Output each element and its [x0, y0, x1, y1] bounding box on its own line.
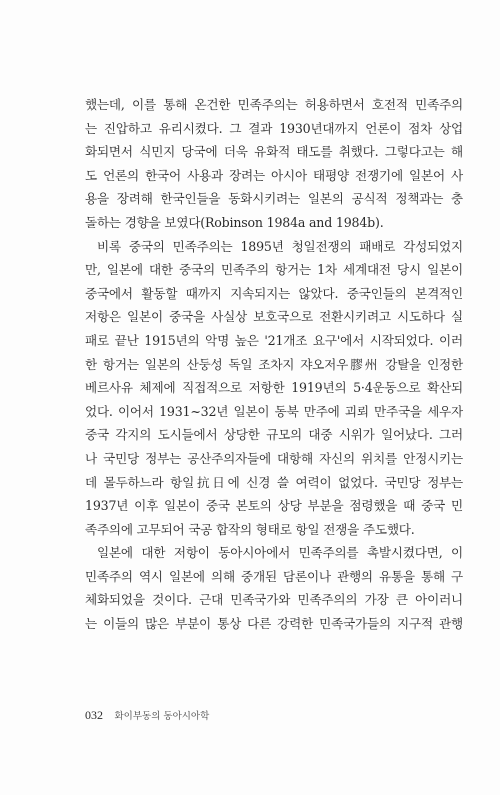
text-line: 패로 끝난 1915년의 악명 높은 '21개조 요구'에서 시작되었다. 이러: [85, 332, 463, 348]
text-line: 돌하는 경향을 보였다(Robinson 1984a and 1984b).: [85, 214, 384, 230]
body-text: [85, 93, 463, 636]
text-line: 었다. 이어서 1931~32년 일본이 동북 만주에 괴뢰 만주국을 세우자: [85, 403, 463, 419]
paragraph-start-line: 비록 중국의 민족주의는 1895년 청일전쟁의 패배로 각성되었지: [97, 238, 463, 254]
text-line: 용을 장려해 한국인들을 동화시키려는 일본의 공식적 정책과는 충: [85, 191, 463, 207]
text-line: 민족주의 역시 일본에 의해 중개된 담론이나 관행의 유통을 통해 구: [85, 568, 463, 584]
text-line: 화되면서 식민지 당국에 더욱 유화적 태도를 취했다. 그렇다고는 해: [85, 144, 463, 160]
text-line: 중국 각지의 도시들에서 상당한 규모의 대중 시위가 일어났다. 그러: [85, 427, 463, 443]
text-line: 족주의에 고무되어 국공 합작의 형태로 항일 전쟁을 주도했다.: [85, 521, 415, 537]
paragraph-start-line: 일본에 대한 저항이 동아시아에서 민족주의를 촉발시켰다면, 이: [97, 545, 463, 561]
text-line: 중국에서 활동할 때까지 지속되지는 않았다. 중국인들의 본격적인: [85, 285, 463, 301]
text-line: 했는데, 이를 통해 온건한 민족주의는 허용하면서 호전적 민족주의: [85, 97, 463, 112]
page-number: 032: [85, 708, 103, 722]
text-line: 데 몰두하느라 항일抗日에 신경 쓸 여력이 없었다. 국민당 정부는: [85, 474, 463, 490]
text-line: 체화되었을 것이다. 근대 민족국가와 민족주의의 가장 큰 아이러니: [85, 592, 463, 608]
page-footer: [85, 708, 209, 724]
text-line: 나 국민당 정부는 공산주의자들에 대항해 자신의 위치를 안정시키는: [85, 450, 463, 466]
text-line: 는 진압하고 유리시켰다. 그 결과 1930년대까지 언론이 점차 상업: [85, 120, 463, 136]
text-line: 1937년 이후 일본이 중국 본토의 상당 부분을 점령했을 때 중국 민: [85, 498, 463, 514]
text-line: 만, 일본에 대한 중국의 민족주의 항거는 1차 세계대전 당시 일본이: [85, 262, 463, 278]
text-line: 베르사유 체제에 직접적으로 저항한 1919년의 5·4운동으로 확산되: [85, 380, 463, 396]
text-line: 한 항거는 일본의 산둥성 독일 조차지 쟈오저우膠州 강탈을 인정한: [85, 356, 463, 372]
text-line: 저항은 일본이 중국을 사실상 보호국으로 전환시키려고 시도하다 실: [85, 309, 463, 325]
text-line: 는 이들의 많은 부분이 통상 다른 강력한 민족국가들의 지구적 관행: [85, 616, 463, 632]
text-line: 도 언론의 한국어 사용과 장려는 아시아 태평양 전쟁기에 일본어 사: [85, 167, 463, 183]
running-title: 화이부동의 동아시아학: [114, 711, 210, 722]
